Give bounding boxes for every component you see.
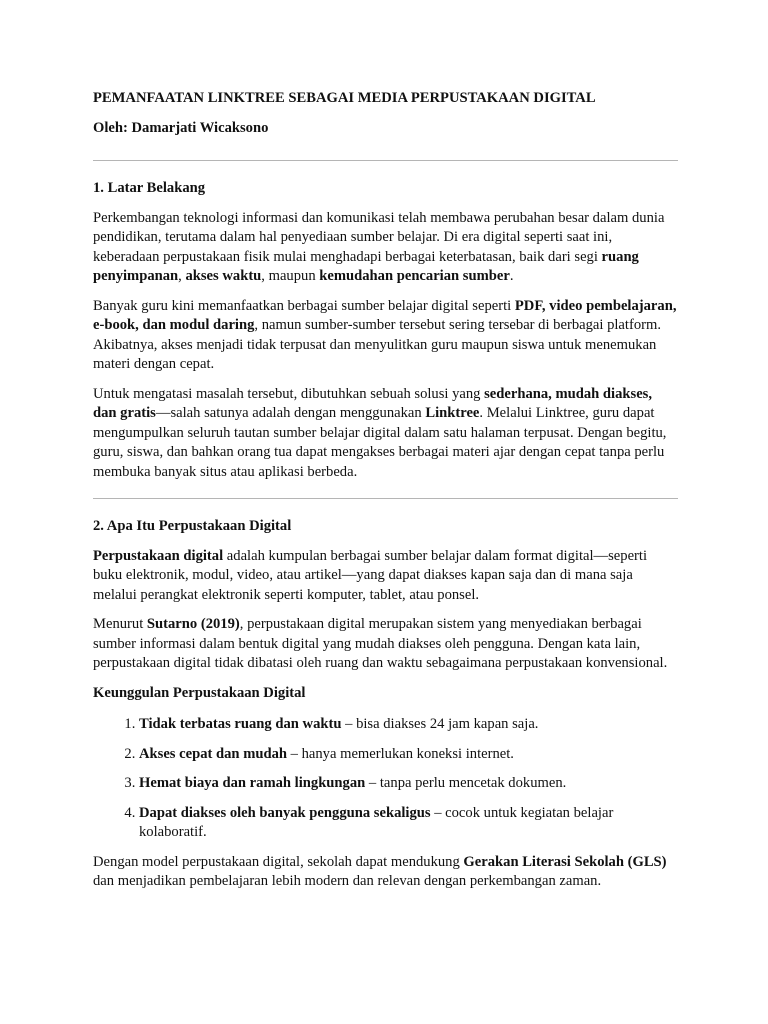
text-run: dan menjadikan pembelajaran lebih modern dan relevan dengan perkembangan zaman. bbox=[93, 873, 602, 889]
list-item bbox=[139, 745, 678, 765]
list-item bbox=[139, 804, 678, 843]
text-run: – hanya memerlukan koneksi internet. bbox=[287, 745, 514, 762]
subheading-keunggulan: Keunggulan Perpustakaan Digital bbox=[93, 684, 306, 701]
bold-text: Akses cepat dan mudah bbox=[139, 745, 287, 762]
text-run: , perpustakaan digital merupakan sistem yang menyediakan berbagai sumber informasi dalam bentuk digital yang mudah diakses oleh pengguna. Dengan kata lain, perpustakaan digital tidak dibatasi oleh ruang dan waktu sebagaimana perpustakaan konvensional. bbox=[93, 616, 668, 671]
text-run: adalah kumpulan berbagai sumber belajar dalam format digital—seperti buku elektronik, modul, video, atau artikel—yang dapat diakses kapan saja dan di mana saja melalui perangkat elektronik seperti komputer, tablet, atau ponsel. bbox=[93, 547, 648, 603]
text-run: Dengan model perpustakaan digital, sekolah dapat mendukung bbox=[93, 853, 464, 870]
text-run: . Melalui Linktree, guru dapat mengumpulkan seluruh tautan sumber belajar digital dalam satu halaman terpusat. Dengan begitu, guru, siswa, dan bahkan orang tua dapat mengakses berbagai materi ajar dengan cepat tanpa perlu membuka banyak situs atau aplikasi berbeda. bbox=[93, 405, 667, 480]
bold-text: Gerakan Literasi Sekolah (GLS) bbox=[463, 853, 667, 870]
bold-text: Hemat biaya dan ramah lingkungan bbox=[139, 775, 366, 791]
text-run: – bisa diakses 24 jam kapan saja. bbox=[341, 716, 539, 732]
bold-text: PDF, video pembelajaran, e-book, dan modul daring bbox=[93, 297, 677, 333]
paragraph bbox=[93, 297, 678, 375]
paragraph bbox=[93, 385, 678, 483]
paragraph bbox=[93, 547, 678, 606]
paragraph bbox=[93, 209, 678, 287]
text-run: , namun sumber-sumber tersebut sering tersebar di berbagai platform. Akibatnya, akses menjadi tidak terpusat dan menyulitkan guru maupun siswa untuk menemukan materi dengan cepat. bbox=[93, 317, 661, 372]
paragraph bbox=[93, 615, 678, 674]
bold-text: ruang penyimpanan bbox=[93, 248, 639, 284]
text-run: , bbox=[178, 268, 186, 284]
bold-text: Sutarno (2019) bbox=[146, 616, 240, 632]
paragraph bbox=[93, 853, 678, 892]
text-run: Menurut bbox=[93, 616, 147, 632]
bold-text: Perpustakaan digital bbox=[93, 547, 224, 564]
document-body bbox=[93, 89, 678, 892]
section-heading-perpustakaan-digital: 2. Apa Itu Perpustakaan Digital bbox=[93, 518, 292, 534]
section-divider bbox=[93, 498, 678, 499]
section-heading-latar-belakang: 1. Latar Belakang bbox=[93, 180, 206, 196]
section-divider bbox=[93, 160, 678, 161]
bold-text: Dapat diakses oleh banyak pengguna sekaligus bbox=[139, 804, 431, 821]
text-run: – tanpa perlu mencetak dokumen. bbox=[365, 775, 567, 791]
text-run: , maupun bbox=[261, 268, 320, 284]
advantages-list bbox=[93, 715, 678, 843]
bold-text: kemudahan pencarian sumber bbox=[319, 268, 510, 284]
list-item bbox=[139, 715, 678, 735]
document-title: PEMANFAATAN LINKTREE SEBAGAI MEDIA PERPUSTAKAAN DIGITAL bbox=[93, 90, 596, 106]
text-run: – cocok untuk kegiatan belajar kolaboratif. bbox=[139, 804, 614, 840]
bold-text: sederhana, mudah diakses, dan gratis bbox=[93, 385, 652, 421]
text-run: Perkembangan teknologi informasi dan komunikasi telah membawa perubahan besar dalam dunia pendidikan, terutama dalam hal penyediaan sumber belajar. Di era digital seperti saat ini, keberadaan perpustakaan fisik mulai menghadapi berbagai keterbatasan, baik dari segi bbox=[93, 209, 665, 265]
text-run: Banyak guru kini memanfaatkan berbagai sumber belajar digital seperti bbox=[93, 297, 515, 314]
text-run: Untuk mengatasi masalah tersebut, dibutuhkan sebuah solusi yang bbox=[93, 385, 485, 402]
bold-text: Linktree bbox=[425, 405, 480, 421]
text-run: . bbox=[509, 268, 514, 284]
document-byline: Oleh: Damarjati Wicaksono bbox=[93, 119, 269, 136]
list-item bbox=[139, 774, 678, 794]
bold-text: akses waktu bbox=[185, 268, 262, 284]
text-run: —salah satunya adalah dengan menggunakan bbox=[155, 405, 426, 421]
bold-text: Tidak terbatas ruang dan waktu bbox=[139, 716, 342, 732]
